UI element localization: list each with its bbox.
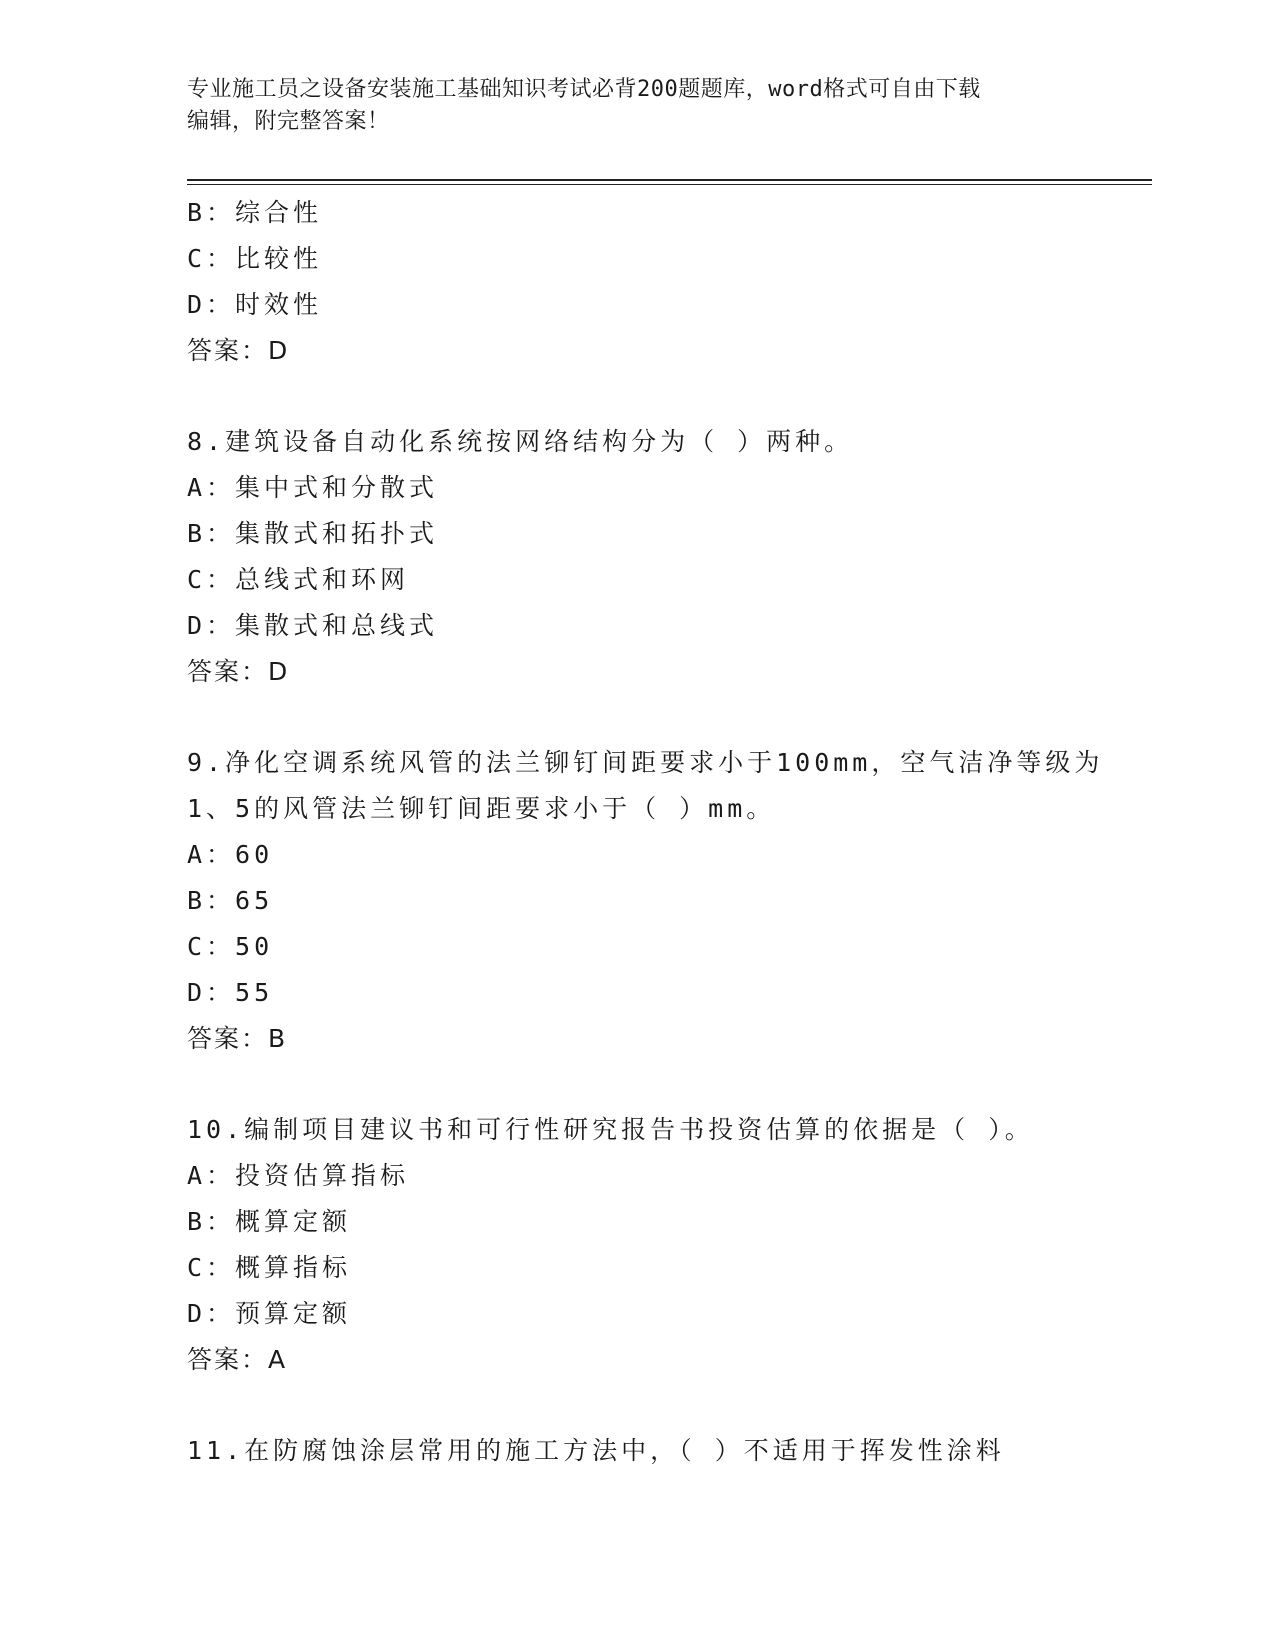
option-a: A：60 (187, 840, 274, 869)
answer: 答案：D (187, 336, 290, 365)
option-b: B：集散式和拓扑式 (187, 519, 439, 548)
option-c: C：50 (187, 932, 274, 961)
question-10-block (187, 1107, 1137, 1383)
answer: 答案：D (187, 657, 290, 686)
option-b: B：概算定额 (187, 1207, 352, 1236)
option-c: C：比较性 (187, 244, 323, 273)
answer: 答案：A (187, 1345, 288, 1374)
option-d: D：预算定额 (187, 1299, 352, 1328)
question-11-block (187, 1428, 1137, 1474)
option-a: A：投资估算指标 (187, 1161, 410, 1190)
option-d: D：集散式和总线式 (187, 611, 439, 640)
option-c: C：概算指标 (187, 1253, 352, 1282)
option-c: C：总线式和环网 (187, 565, 410, 594)
option-d: D：55 (187, 978, 274, 1007)
document-body (187, 190, 1137, 1474)
question-text-line-2: 1、5的风管法兰铆钉间距要求小于（ ）mm。 (187, 794, 776, 823)
question-text: 11.在防腐蚀涂层常用的施工方法中，（ ）不适用于挥发性涂料 (187, 1436, 1005, 1465)
header-rule-thick (187, 179, 1152, 181)
question-8-block (187, 419, 1137, 695)
header-line-2: 编辑，附完整答案！ (187, 109, 390, 134)
option-a: A：集中式和分散式 (187, 473, 439, 502)
question-text-line-1: 9.净化空调系统风管的法兰铆钉间距要求小于100mm，空气洁净等级为 (187, 748, 1104, 777)
document-header (187, 74, 1087, 138)
header-rule-thin (187, 184, 1152, 185)
option-d: D：时效性 (187, 290, 323, 319)
answer: 答案：B (187, 1024, 288, 1053)
question-text: 10.编制项目建议书和可行性研究报告书投资估算的依据是（ ）。 (187, 1115, 1034, 1144)
option-b: B：综合性 (187, 198, 323, 227)
header-line-1: 专业施工员之设备安装施工基础知识考试必背200题题库，word格式可自由下载 (187, 77, 981, 102)
question-7-block (187, 190, 1137, 374)
option-b: B：65 (187, 886, 274, 915)
question-text: 8.建筑设备自动化系统按网络结构分为（ ）两种。 (187, 427, 854, 456)
question-9-block (187, 740, 1137, 1062)
